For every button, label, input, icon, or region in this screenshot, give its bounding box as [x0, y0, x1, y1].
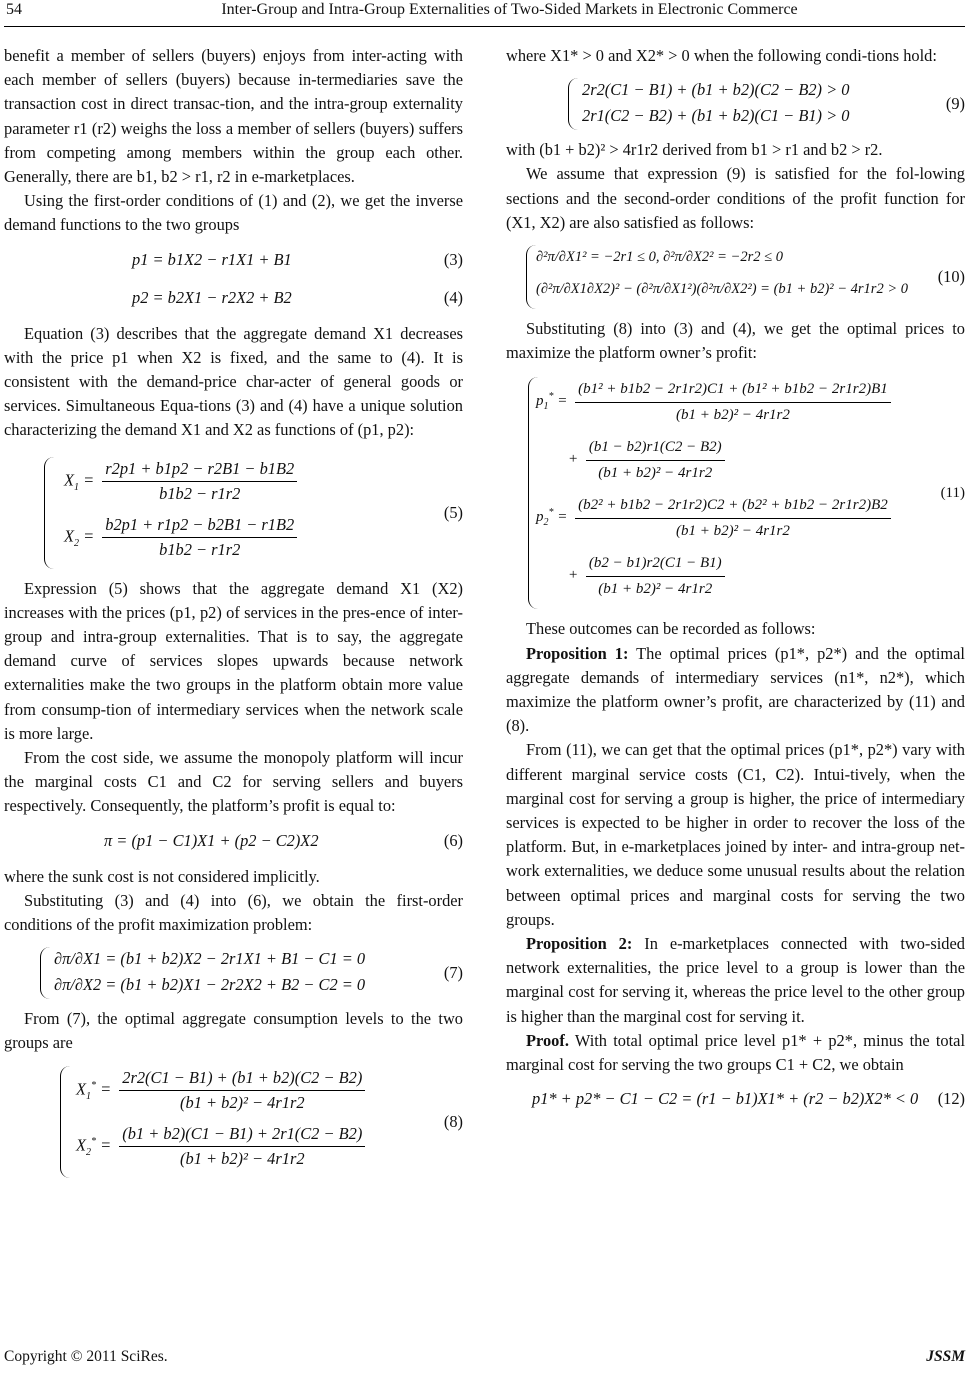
paragraph: These outcomes can be recorded as follows: [526, 619, 816, 639]
paragraph: Equation (3) describes that the aggregate demand X1 decreases with the price p1 when X2 is fixed, and the same to (4). It is consistent with the demand-price char-acter of general goods or services. Simultaneous Equa-tions (3) and (4) have a unique solution characterizing the demand X1 and X2 as functions of (p1, p2): [4, 323, 463, 440]
proposition-2: Proposition 2: In e-marketplaces connected with two-sided network externalities, the price level to a group is lower than the marginal cost for serving it, whereas the price level to the other group is higher than the marginal cost for serving it. [506, 934, 965, 1026]
equation-9: 2r2(C1 − B1) + (b1 + b2)(C2 − B2) > 0 2r1(C2 − B2) + (b1 + b2)(C1 − B1) > 0 (9) [506, 78, 965, 130]
journal-abbrev: JSSM [926, 1348, 965, 1365]
paragraph: Substituting (3) and (4) into (6), we obtain the first-order conditions of the profit maximization problem: [4, 890, 463, 935]
equation-11: $p_1^*$ = $\frac{\text{(b1² + b1b2 − 2r1r2)C1 + (b1² + b1b2 − 2r1r2)B1}}{\text{(b1 + b2)² − 4r1r2}}$ + $\frac{(b1 - b2)r1(C2 - B2)}{\text{(b1 + b2)² − 4r1r2}}$ $p_2^*$ = $\frac{\text{(b2² + b1b2 − 2r1r2)C2 + (b2² + b1b2 − 2r1r2)B2}}{\text{(b1 + b2)² − 4r1r2}}$ + $\frac{(b2 - b1)r2(C1 - B1)}{\text{(b1 + b2)² − 4r1r2}}$ (11) [506, 377, 965, 609]
paragraph: We assume that expression (9) is satisfied for the fol-lowing sections and the second-order conditions of the profit function for (X1, X2) are also satisfied as follows: [506, 164, 965, 232]
proof: Proof. With total optimal price level p1* + p2*, minus the total marginal cost for serving the two groups C1 + C2, we obtain [506, 1030, 965, 1075]
header-rule [4, 26, 965, 27]
paragraph: From (7), the optimal aggregate consumption levels to the two groups are [4, 1009, 463, 1053]
equation-7: ∂π/∂X1 = (b1 + b2)X2 − 2r1X1 + B1 − C1 = 0 ∂π/∂X2 = (b1 + b2)X1 − 2r2X2 + B2 − C2 = 0 (7) [4, 947, 463, 999]
paragraph: where X1* > 0 and X2* > 0 when the following condi-tions hold: [506, 46, 937, 65]
paragraph: From the cost side, we assume the monopoly platform will incur the marginal costs C1 and C2 for serving sellers and buyers respectively. Consequently, the platform’s profit is equal to: [4, 748, 463, 816]
equation-12: p1* + p2* − C1 − C2 = (r1 − b1)X1* + (r2 − b2)X2* < 0 (12) [532, 1089, 965, 1109]
equation-5: $X_1$ = $\frac{r2p1 + b1p2 - r2B1 - b1B2}{b1b2 - r1r2}$ $X_2$ = $\frac{b2p1 + r1p2 - b2B1 - r1B2}{b1b2 - r1r2}$ (5) [4, 457, 463, 569]
left-column [4, 44, 463, 1186]
equation-6: π = (p1 − C1)X1 + (p2 − C2)X2 (6) [104, 830, 463, 850]
paragraph: with (b1 + b2)² > 4r1r2 derived from b1 > r1 and b2 > r2. [506, 140, 883, 160]
paragraph: Expression (5) shows that the aggregate demand X1 (X2) increases with the prices (p1, p2) of services in the pres-ence of inter-group and intra-group externalities. That is to say, the aggregate demand curve of services slopes upwards because network externalities make the two groups in the platform obtain more value from consump-tion of intermediary services when the network scale is more large. [4, 578, 463, 743]
equation-10: ∂²π/∂X1² = −2r1 ≤ 0, ∂²π/∂X2² = −2r2 ≤ 0 (∂²π/∂X1∂X2)² − (∂²π/∂X1²)(∂²π/∂X2²) = (b1 + b2)² − 4r1r2 > 0 (10) [506, 245, 965, 309]
equation-3: p1 = b1X2 − r1X1 + B1 (3) [132, 249, 463, 269]
paragraph: From (11), we can get that the optimal prices (p1*, p2*) vary with different marginal service costs (C1, C2). Intui-tively, when the marginal cost for serving a group is higher, the price of intermediary services is expected to be higher in order to recover the loss of the platform. But, in e-marketplaces joined by inter- and intra-group net-work externalities, we deduce some unusual results about the relation between optimal prices and marginal costs for serving the two groups. [506, 740, 965, 929]
paragraph: Substituting (8) into (3) and (4), we get the optimal prices to maximize the platform owner’s profit: [506, 319, 965, 363]
page-header [0, 0, 969, 28]
running-title: Inter-Group and Intra-Group Externalities of Two-Sided Markets in Electronic Commerce [221, 1, 798, 18]
page-number: 54 [6, 1, 22, 18]
paragraph: Using the first-order conditions of (1) and (2), we get the inverse demand functions to the two groups [4, 191, 463, 235]
copyright: Copyright © 2011 SciRes. [4, 1348, 168, 1365]
equation-4: p2 = b2X1 − r2X2 + B2 (4) [132, 287, 463, 307]
paragraph: where the sunk cost is not considered implicitly. [4, 866, 320, 886]
paragraph: benefit a member of sellers (buyers) enjoys from inter-acting with each member of sellers (buyers) because in-termediaries save the transaction cost in direct transac-tion, and the intra-group externality parameter r1 (r2) weighs the loss a member of sellers (buyers) suffers from competing among members within the group each other. Generally, there are b1, b2 > r1, r2 in e-marketplaces. [4, 46, 463, 187]
equation-8: $X_1^*$ = $\frac{2r2(C1 - B1) + (b1 + b2)(C2 - B2)}{\text{(b1 + b2)² − 4r1r2}}$ $X_2^*$ = $\frac{(b1 + b2)(C1 - B1) + 2r1(C2 - B2)}{\text{(b1 + b2)² − 4r1r2}}$ (8) [4, 1066, 463, 1178]
proposition-1: Proposition 1: The optimal prices (p1*, p2*) and the optimal aggregate demands of intermediary services (n1*, n2*), which maximize the platform owner’s profit, are characterized by (11) and (8). [506, 643, 965, 736]
right-column [506, 44, 965, 1123]
